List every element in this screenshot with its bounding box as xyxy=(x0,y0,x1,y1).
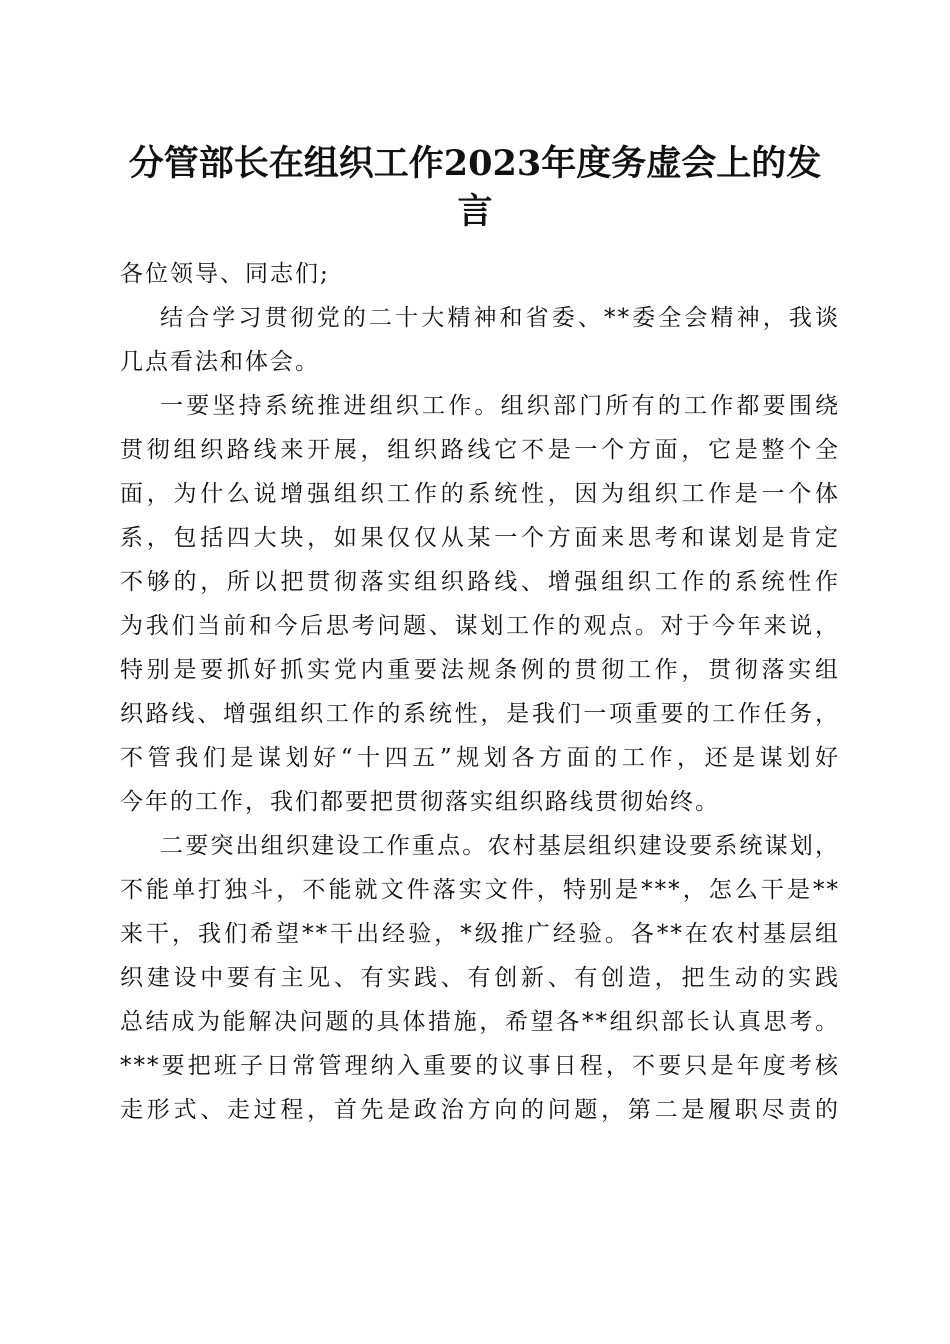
body-text-line: 不管我们是谋划好“十四五”规划各方面的工作，还是谋划好 xyxy=(120,745,840,771)
body-text-line: ***要把班子日常管理纳入重要的议事日程，不要只是年度考核 xyxy=(120,1053,840,1079)
title-line-1: 分管部长在组织工作2023年度务虚会上的发 xyxy=(128,143,822,184)
body-text-line: 不够的，所以把贯彻落实组织路线、增强组织工作的系统性作 xyxy=(120,569,840,595)
body-text-line: 不能单打独斗，不能就文件落实文件，特别是***，怎么干是** xyxy=(120,877,840,903)
body-text-line: 系，包括四大块，如果仅仅从某一个方面来思考和谋划是肯定 xyxy=(120,525,840,551)
body-text-line: 织路线、增强组织工作的系统性，是我们一项重要的工作任务， xyxy=(120,701,840,727)
body-text-line: 今年的工作，我们都要把贯彻落实组织路线贯彻始终。 xyxy=(120,789,720,815)
body-text-line: 总结成为能解决问题的具体措施，希望各**组织部长认真思考。 xyxy=(120,1009,840,1035)
body-text-line: 面，为什么说增强组织工作的系统性，因为组织工作是一个体 xyxy=(120,481,840,507)
body-text-line: 织建设中要有主见、有实践、有创新、有创造，把生动的实践 xyxy=(120,965,840,991)
body-text-line: 二要突出组织建设工作重点。农村基层组织建设要系统谋划， xyxy=(160,833,840,859)
body-text-line: 几点看法和体会。 xyxy=(120,349,320,375)
document-title xyxy=(100,140,850,236)
body-text-line: 一要坚持系统推进组织工作。组织部门所有的工作都要围绕 xyxy=(160,393,840,419)
document-body xyxy=(120,252,840,1132)
body-text-line: 为我们当前和今后思考问题、谋划工作的观点。对于今年来说， xyxy=(120,613,840,639)
body-text-line: 贯彻组织路线来开展，组织路线它不是一个方面，它是整个全 xyxy=(120,437,840,463)
body-text-line: 走形式、走过程，首先是政治方向的问题，第二是履职尽责的 xyxy=(120,1097,840,1123)
title-line-2: 言 xyxy=(457,191,493,232)
body-text-line: 来干，我们希望**干出经验，*级推广经验。各**在农村基层组 xyxy=(120,921,840,947)
body-text-line: 各位领导、同志们; xyxy=(120,261,330,287)
body-text-line: 特别是要抓好抓实党内重要法规条例的贯彻工作，贯彻落实组 xyxy=(120,657,840,683)
body-text-line: 结合学习贯彻党的二十大精神和省委、**委全会精神，我谈 xyxy=(160,305,840,331)
